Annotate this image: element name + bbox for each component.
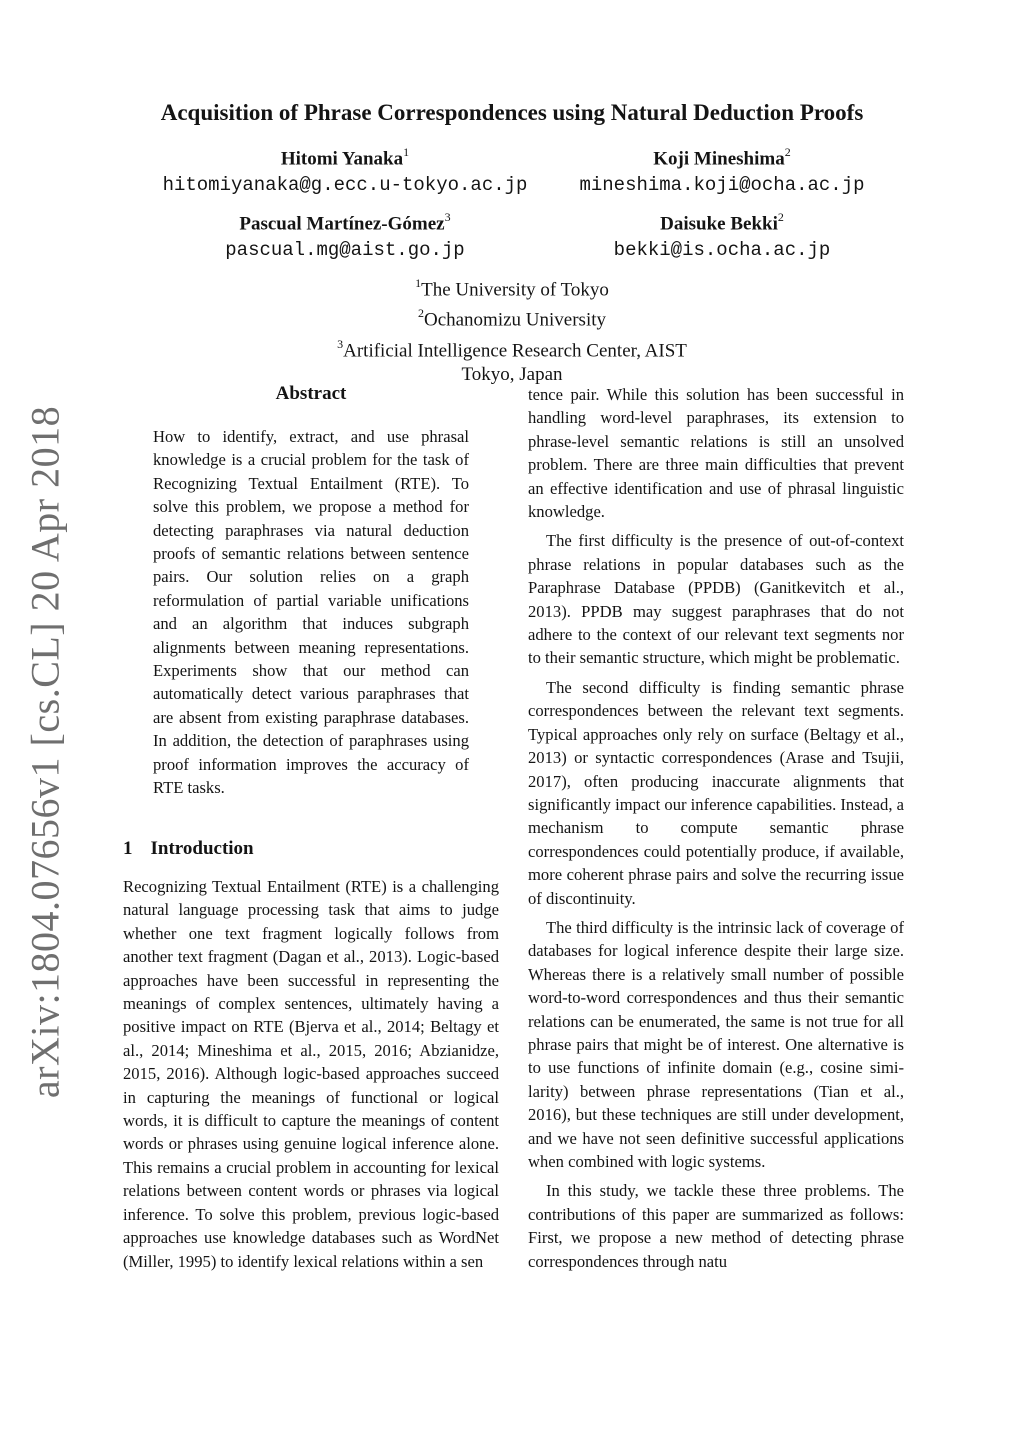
paragraph: The second difficulty is finding semantic phrase correspondences between the relevant text segments. Typical approaches only rely on surface (Beltagy et al., 2013) or syntactic correspondences (Arase and Tsujii, 2017), often producing inaccurate alignments that significantly impact our inference capabilities. Instead, a mechanism to compute semantic phrase correspondences could potentially produce, if available, more coherent phrase pairs and solve the recurring issue of discontinuity. bbox=[528, 677, 904, 908]
abstract-text: How to identify, extract, and use phrasal knowledge is a crucial problem for the task of Recognizing Textual Entailment (RTE). To solve this problem, we propose a method for detecting paraphrases via natural deduction proofs of semantic relations between sentence pairs. Our solution relies on a graph reformulation of partial variable unifications and an algorithm that induces subgraph alignments between meaning representations. Experiments show that our method can automatically detect various paraphrases that are absent from existing paraphrase databases. In addition, the detection of paraphrases using proof information improves the accuracy of RTE tasks. bbox=[153, 427, 469, 798]
affiliation-location: Tokyo, Japan bbox=[461, 363, 563, 385]
paragraph: In this study, we tackle these three problems. The contributions of this paper are summarized as follows: First, we propose a new method of detecting phrase correspondences through natu bbox=[528, 1181, 904, 1271]
affiliations bbox=[0, 272, 1024, 387]
left-column bbox=[123, 875, 499, 1279]
author-email[interactable]: hitomiyanaka@g.ecc.u-tokyo.ac.jp bbox=[162, 174, 528, 197]
section-heading bbox=[123, 838, 254, 860]
author-name: Daisuke Bekki$^2$ bbox=[660, 210, 784, 235]
author-name: Hitomi Yanaka$^1$ bbox=[280, 145, 410, 170]
abstract-heading: Abstract bbox=[275, 383, 347, 404]
author-name: Koji Mineshima$^2$ bbox=[653, 145, 791, 170]
author-block bbox=[502, 205, 942, 263]
arxiv-stamp: arXiv:1804.07656v1 [cs.CL] 20 Apr 2018 bbox=[22, 405, 68, 1099]
affiliation: $^1$The University of Tokyo bbox=[415, 276, 609, 301]
paragraph: The third difficulty is the intrinsic lack of coverage of databases for logical inference despite their large size. Whereas there is a relatively small number of possible word-to-word correspondences and thus their semantic relations can be enumerated, the same is not true for all phrase pairs that might be of interest. One alternative is to use functions of infinite domain (e.g., cosine similarity) between phrase representations (Tian et al., 2016), but these techniques are still under development, and we have not seen definitive successful applications when combined with logic systems. bbox=[528, 917, 904, 1171]
paragraph: The first difficulty is the presence of out-of-context phrase relations in popular databases such as the Paraphrase Database (PPDB) (Ganitkevitch et al., 2013). PPDB may suggest paraphrases that do not adhere to the context of our relevant text segments nor to their semantic structure, which might be problematic. bbox=[528, 531, 904, 668]
affiliation: $^3$Artificial Intelligence Research Center, AIST bbox=[337, 336, 687, 361]
author-block bbox=[125, 205, 565, 263]
author-block bbox=[125, 140, 565, 198]
section-title: Introduction bbox=[150, 838, 254, 859]
paper-title: Acquisition of Phrase Correspondences using Natural Deduction Proofs bbox=[160, 100, 864, 125]
affiliation: $^2$Ochanomizu University bbox=[417, 306, 607, 331]
right-column bbox=[528, 383, 904, 1279]
author-name: Pascual Martínez-Gómez$^3$ bbox=[239, 210, 451, 235]
paragraph: Recognizing Textual Entailment (RTE) is a challenging natural language processing task that aims to judge whether one text fragment logically follows from another text fragment (Dagan et al., 2013). Logic-based approaches have been successful in representing the meanings of complex sentences, ultimately having a positive impact on RTE (Bjerva et al., 2014; Beltagy et al., 2014; Mineshima et al., 2015, 2016; Abzianidze, 2015, 2016). Although logic-based approaches succeed in capturing the meanings of functional or logical words, it is difficult to capture the meanings of content words or phrases using genuine logical inference alone. This remains a crucial problem in accounting for lexical relations between content words or phrases via logical inference. To solve this problem, previous logic-based approaches use knowledge databases such as WordNet (Miller, 1995) to identify lexical relations within a sen bbox=[123, 877, 499, 1271]
author-block bbox=[502, 140, 942, 198]
author-email[interactable]: pascual.mg@aist.go.jp bbox=[225, 239, 465, 262]
paragraph: tence pair. While this solution has been successful in handling word-level paraphrases, its extension to phrase-level semantic relations is still an unsolved problem. There are three main difficulties that prevent an effective identification and use of phrasal linguistic knowledge. bbox=[528, 385, 904, 522]
author-email[interactable]: mineshima.koji@ocha.ac.jp bbox=[579, 174, 865, 197]
section-number: 1 bbox=[123, 838, 133, 859]
author-email[interactable]: bekki@is.ocha.ac.jp bbox=[613, 239, 831, 262]
